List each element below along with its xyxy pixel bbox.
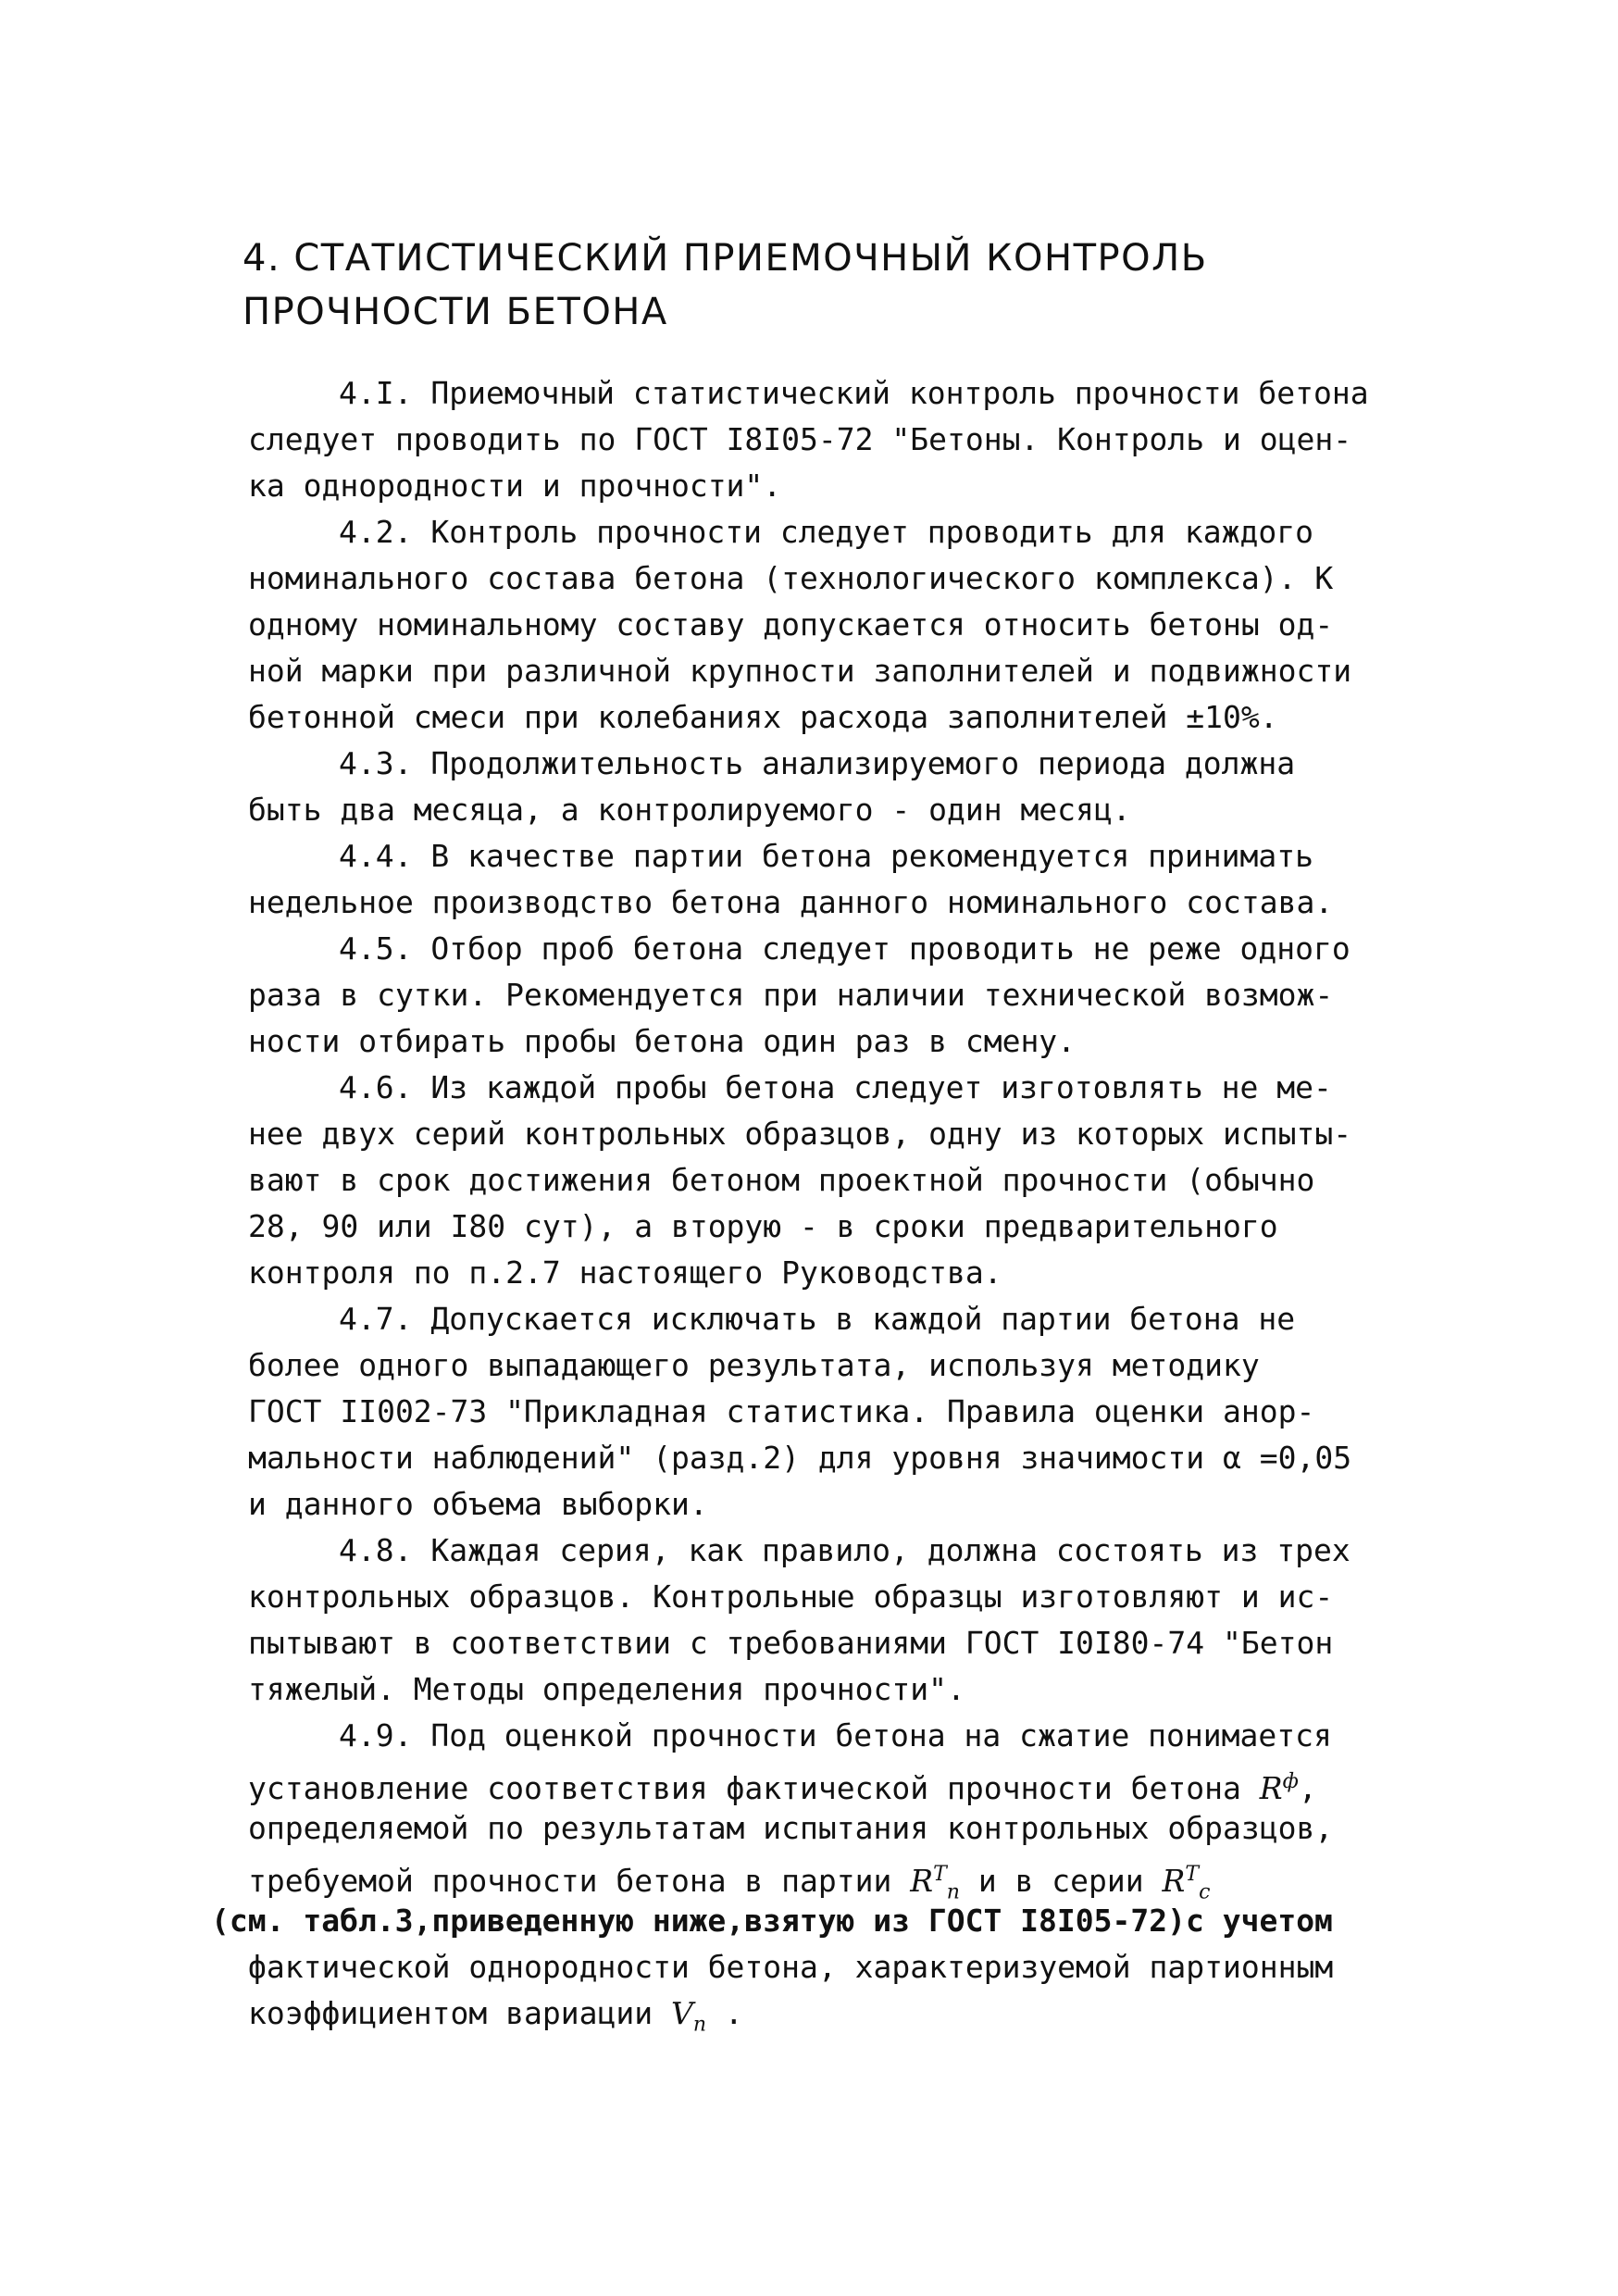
text-line: вают в срок достижения бетоном проектной прочности (обычно — [248, 1162, 1315, 1198]
paragraph-4-2 — [248, 509, 1396, 741]
text-line — [248, 1759, 1396, 1805]
text-line: раза в сутки. Рекомендуется при наличии технической возмож- — [248, 977, 1334, 1013]
text-line: контроля по п.2.7 настоящего Руководства. — [248, 1254, 1002, 1291]
text-fragment: . — [705, 1995, 743, 2031]
formula-actual-strength — [1260, 1770, 1299, 1806]
paragraph-4-9 — [211, 1713, 1396, 2037]
formula-superscript: Т — [933, 1863, 947, 1886]
formula-variation-coefficient — [670, 1995, 706, 2037]
text-line: одному номинальному составу допускается относить бетоны од- — [248, 606, 1334, 643]
text-line: более одного выпадающего результата, используя методику — [248, 1347, 1260, 1383]
document-body — [211, 370, 1396, 2037]
formula-required-strength-series — [1162, 1863, 1211, 1904]
text-line: недельное производство бетона данного номинального состава. — [248, 884, 1334, 920]
formula-symbol: R — [1162, 1863, 1186, 1899]
formula-superscript: ф — [1282, 1770, 1299, 1793]
text-line: тяжелый. Методы определения прочности". — [248, 1671, 965, 1707]
paragraph-4-1 — [248, 370, 1396, 509]
text-line: быть два месяца, а контролируемого - один месяц. — [248, 792, 1131, 828]
text-line: ГОСТ II002-73 "Прикладная статистика. Правила оценки анор- — [248, 1393, 1315, 1429]
text-line: контрольных образцов. Контрольные образцы изготовляют и ис- — [248, 1578, 1334, 1615]
text-line: 4.6. Из каждой пробы бетона следует изготовлять не ме- — [339, 1069, 1332, 1105]
text-line — [248, 1990, 1396, 2037]
text-fragment: требуемой прочности бетона в партии — [248, 1863, 911, 1899]
text-line: и данного объема выборки. — [248, 1486, 708, 1522]
text-line: 4.5. Отбор проб бетона следует проводить не реже одного — [339, 930, 1350, 967]
text-line: ка однородности и прочности". — [248, 468, 782, 504]
text-line: номинального состава бетона (технологического комплекса). К — [248, 560, 1334, 596]
text-line: 4.7. Допускается исключать в каждой партии бетона не — [339, 1301, 1296, 1337]
text-fragment: , — [1298, 1770, 1317, 1806]
text-line: ности отбирать пробы бетона один раз в смену. — [248, 1023, 1077, 1059]
text-line: 4.4. В качестве партии бетона рекомендуется принимать — [339, 838, 1313, 874]
text-line: ной марки при различной крупности заполнителей и подвижности — [248, 653, 1352, 689]
paragraph-4-7 — [248, 1296, 1396, 1528]
paragraph-4-6 — [248, 1065, 1396, 1296]
text-line: пытывают в соответствии с требованиями ГОСТ I0I80-74 "Бетон — [248, 1625, 1334, 1661]
text-line: мальности наблюдений" (разд.2) для уровня значимости α =0,05 — [248, 1440, 1352, 1476]
formula-required-strength-batch — [910, 1863, 960, 1904]
text-line: 4.I. Приемочный статистический контроль прочности бетона — [339, 375, 1369, 411]
formula-symbol: R — [910, 1863, 934, 1899]
paragraph-4-8 — [248, 1528, 1396, 1713]
formula-subscript: п — [692, 2013, 706, 2037]
text-fragment: и в серии — [959, 1863, 1163, 1899]
section-heading — [243, 231, 1464, 339]
text-line: 4.3. Продолжительность анализируемого периода должна — [339, 745, 1296, 781]
paragraph-4-4 — [248, 833, 1396, 926]
text-line: 4.2. Контроль прочности следует проводить для каждого — [339, 514, 1313, 550]
formula-subscript: п — [946, 1880, 960, 1904]
formula-subscript: с — [1199, 1880, 1211, 1904]
text-line: (см. табл.3,приведенную ниже,взятую из ГОСТ I8I05-72)с учетом — [211, 1903, 1333, 1939]
formula-superscript: Т — [1185, 1863, 1200, 1886]
paragraph-4-3 — [248, 741, 1396, 833]
text-line: бетонной смеси при колебаниях расхода заполнителей ±10%. — [248, 699, 1278, 735]
text-fragment: коэффициентом вариации — [248, 1995, 671, 2031]
heading-line-2: ПРОЧНОСТИ БЕТОНА — [243, 291, 668, 333]
text-line: 4.9. Под оценкой прочности бетона на сжатие понимается — [339, 1717, 1332, 1753]
formula-symbol: R — [1259, 1770, 1283, 1806]
heading-line-1: 4. СТАТИСТИЧЕСКИЙ ПРИЕМОЧНЫЙ КОНТРОЛЬ — [243, 237, 1208, 280]
text-line — [248, 1852, 1396, 1904]
text-fragment: установление соответствия фактической прочности бетона — [248, 1770, 1260, 1806]
text-line: следует проводить по ГОСТ I8I05-72 "Бетоны. Контроль и оцен- — [248, 421, 1352, 457]
text-line: фактической однородности бетона, характеризуемой партионным — [248, 1949, 1334, 1985]
paragraph-4-5 — [248, 926, 1396, 1065]
formula-symbol: V — [670, 1995, 693, 2031]
text-line: 4.8. Каждая серия, как правило, должна состоять из трех — [339, 1532, 1350, 1568]
text-line: 28, 90 или I80 сут), а вторую - в сроки предварительного — [248, 1208, 1278, 1244]
text-line: определяемой по результатам испытания контрольных образцов, — [248, 1810, 1334, 1846]
text-line: нее двух серий контрольных образцов, одну из которых испыты- — [248, 1116, 1352, 1152]
